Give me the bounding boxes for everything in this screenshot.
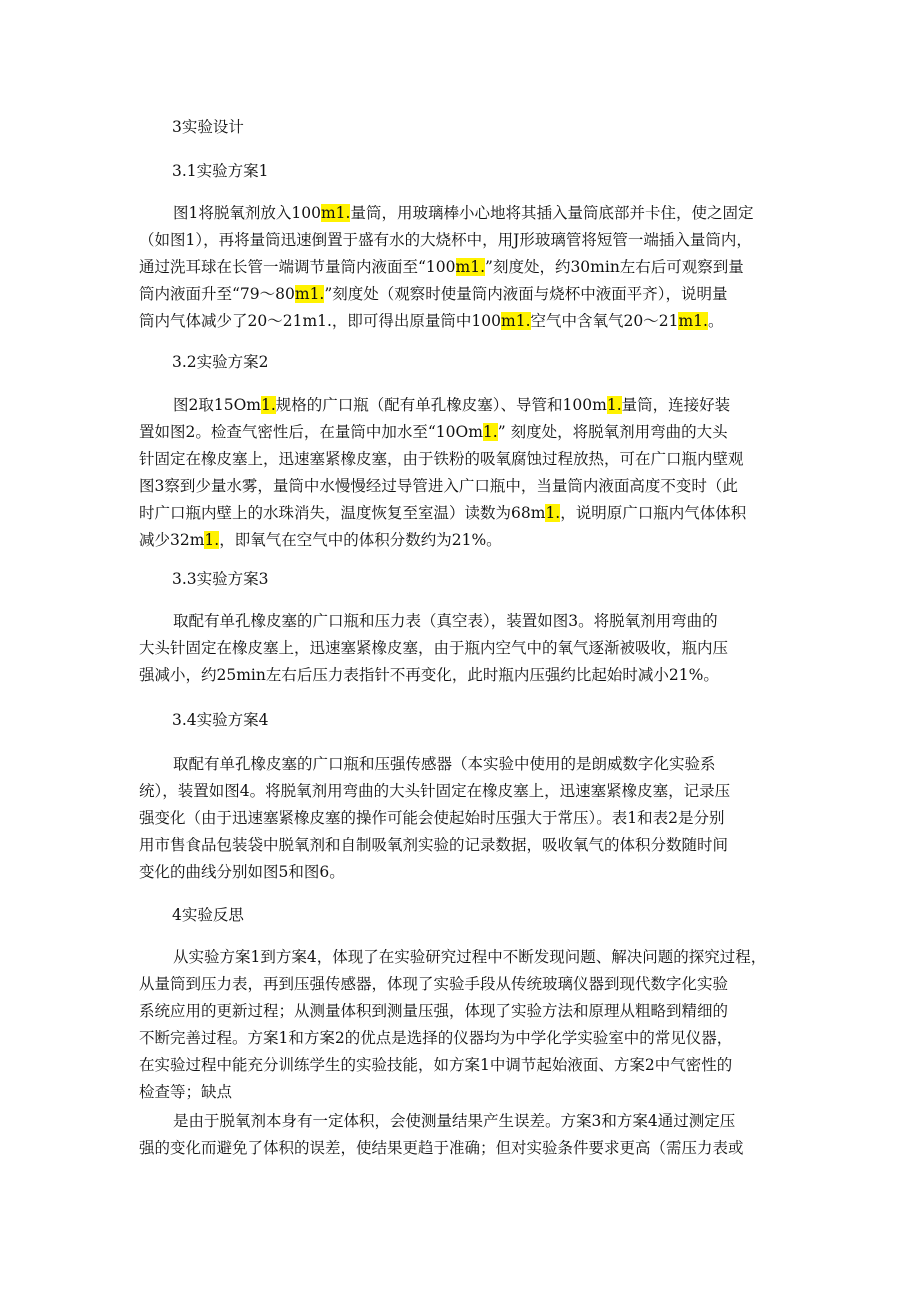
text-line <box>139 751 789 778</box>
highlighted-unit: 1. <box>204 531 220 549</box>
text-run: ，说明原广口瓶内气体体积 <box>560 504 747 522</box>
text-line <box>139 200 789 227</box>
text-line <box>139 971 789 998</box>
text-run: （如图1），再将量筒迅速倒置于盛有水的大烧杯中，用J形玻璃管将短管一端插入量筒内， <box>139 231 752 249</box>
text-run: 用市售食品包装袋中脱氧剂和自制吸氧剂实验的记录数据，吸收氧气的体积分数随时间 <box>139 836 729 854</box>
text-run: 量筒，用玻璃棒小心地将其插入量筒底部并卡住，使之固定 <box>350 204 754 222</box>
heading-3-4-plan-4: 3.4实验方案4 <box>172 711 269 729</box>
text-run: 是由于脱氧剂本身有一定体积，会使测量结果产生误差。方案3和方案4通过测定压 <box>173 1112 736 1130</box>
text-line <box>139 1052 789 1079</box>
paragraph-plan-1 <box>139 200 789 335</box>
heading-3-3-plan-3: 3.3实验方案3 <box>172 570 269 588</box>
text-line <box>139 1108 789 1135</box>
text-line <box>139 832 789 859</box>
text-line <box>139 500 789 527</box>
text-run: 强减小，约25min左右后压力表指针不再变化，此时瓶内压强约比起始时减小21%。 <box>139 666 719 684</box>
paragraph-reflection-1 <box>139 944 789 1106</box>
highlighted-unit: m1. <box>678 312 708 330</box>
highlighted-unit: 1. <box>482 423 498 441</box>
text-line <box>139 859 789 886</box>
text-run: 统），装置如图4。将脱氧剂用弯曲的大头针固定在橡皮塞上，迅速塞紧橡皮塞，记录压 <box>139 782 731 800</box>
text-run: 图3察到少量水雾，量筒中水慢慢经过导管进入广口瓶中，当量筒内液面高度不变时（此 <box>139 477 738 495</box>
text-line <box>139 254 789 281</box>
text-run: 图1将脱氧剂放入100 <box>173 204 321 222</box>
text-run: 空气中含氧气20～21 <box>530 312 679 330</box>
text-run: 变化的曲线分别如图5和图6。 <box>139 863 345 881</box>
text-run: 针固定在橡皮塞上，迅速塞紧橡皮塞，由于铁粉的吸氧腐蚀过程放热，可在广口瓶内壁观 <box>139 450 744 468</box>
heading-4-reflection: 4实验反思 <box>172 906 244 924</box>
text-run: 规格的广口瓶（配有单孔橡皮塞）、导管和100m <box>275 396 607 414</box>
text-line <box>139 473 789 500</box>
highlighted-unit: m1. <box>501 312 531 330</box>
text-run: 强变化（由于迅速塞紧橡皮塞的操作可能会使起始时压强大于常压）。表1和表2是分别 <box>139 809 725 827</box>
text-line <box>139 805 789 832</box>
text-line <box>139 1135 789 1162</box>
text-line <box>139 527 789 554</box>
text-line <box>139 392 789 419</box>
text-line <box>139 778 789 805</box>
highlighted-unit: m1. <box>320 204 351 222</box>
highlighted-unit: m1. <box>455 258 486 276</box>
text-run: 。 <box>707 312 724 330</box>
heading-3-1-plan-1: 3.1实验方案1 <box>172 162 269 180</box>
text-run: 减少32m <box>139 531 205 549</box>
text-run: 检查等；缺点 <box>139 1083 233 1101</box>
text-run: 通过洗耳球在长管一端调节量筒内液面至“100 <box>139 258 456 276</box>
paragraph-plan-2 <box>139 392 789 554</box>
text-line <box>139 998 789 1025</box>
highlighted-unit: m1. <box>294 285 325 303</box>
text-run: ，即氧气在空气中的体积分数约为21%。 <box>219 531 502 549</box>
highlighted-unit: 1. <box>545 504 561 522</box>
text-run: 在实验过程中能充分训练学生的实验技能，如方案1中调节起始液面、方案2中气密性的 <box>139 1056 733 1074</box>
text-run: 图2取15Om <box>173 396 261 414</box>
highlighted-unit: 1. <box>606 396 622 414</box>
text-run: 从量筒到压力表，再到压强传感器，体现了实验手段从传统玻璃仪器到现代数字化实验 <box>139 975 729 993</box>
text-run: 时广口瓶内壁上的水珠消失，温度恢复至室温）读数为68m <box>139 504 546 522</box>
paragraph-reflection-2 <box>139 1108 789 1162</box>
text-run: 强的变化而避免了体积的误差，使结果更趋于准确；但对实验条件要求更高（需压力表或 <box>139 1139 744 1157</box>
text-run: 量筒，连接好装 <box>621 396 731 414</box>
text-run: 不断完善过程。方案1和方案2的优点是选择的仪器均为中学化学实验室中的常见仪器， <box>139 1029 733 1047</box>
highlighted-unit: 1. <box>261 396 276 414</box>
text-line <box>139 419 789 446</box>
text-run: ” 刻度处，将脱氧剂用弯曲的大头 <box>497 423 728 441</box>
text-run: 取配有单孔橡皮塞的广口瓶和压强传感器（本实验中使用的是朗威数字化实验系 <box>173 755 716 773</box>
text-run: 筒内液面升至“79～80 <box>139 285 295 303</box>
text-line <box>139 1025 789 1052</box>
text-line <box>139 608 789 635</box>
text-run: 置如图2。检查气密性后，在量筒中加水至“10Om <box>139 423 483 441</box>
text-run: 大头针固定在橡皮塞上，迅速塞紧橡皮塞，由于瓶内空气中的氧气逐渐被吸收，瓶内压 <box>139 639 729 657</box>
heading-3-2-plan-2: 3.2实验方案2 <box>172 353 269 371</box>
text-run: 取配有单孔橡皮塞的广口瓶和压力表（真空表），装置如图3。将脱氧剂用弯曲的 <box>173 612 718 630</box>
text-run: 系统应用的更新过程；从测量体积到测量压强，体现了实验方法和原理从粗略到精细的 <box>139 1002 729 1020</box>
text-line <box>139 1079 789 1106</box>
text-line <box>139 635 789 662</box>
text-line <box>139 281 789 308</box>
text-run: 从实验方案1到方案4，体现了在实验研究过程中不断发现问题、解决问题的探究过程， <box>173 948 767 966</box>
paragraph-plan-3 <box>139 608 789 689</box>
text-run: ”刻度处，约30min左右后可观察到量 <box>485 258 744 276</box>
text-line <box>139 308 789 335</box>
text-run: 筒内气体减少了20～21m1.，即可得出原量筒中100 <box>139 312 502 330</box>
text-run: ”刻度处（观察时使量筒内液面与烧杯中液面平齐），说明量 <box>324 285 728 303</box>
paragraph-plan-4 <box>139 751 789 886</box>
text-line <box>139 446 789 473</box>
heading-3-experiment-design: 3实验设计 <box>172 118 244 136</box>
text-line <box>139 662 789 689</box>
text-line <box>139 227 789 254</box>
text-line <box>139 944 789 971</box>
